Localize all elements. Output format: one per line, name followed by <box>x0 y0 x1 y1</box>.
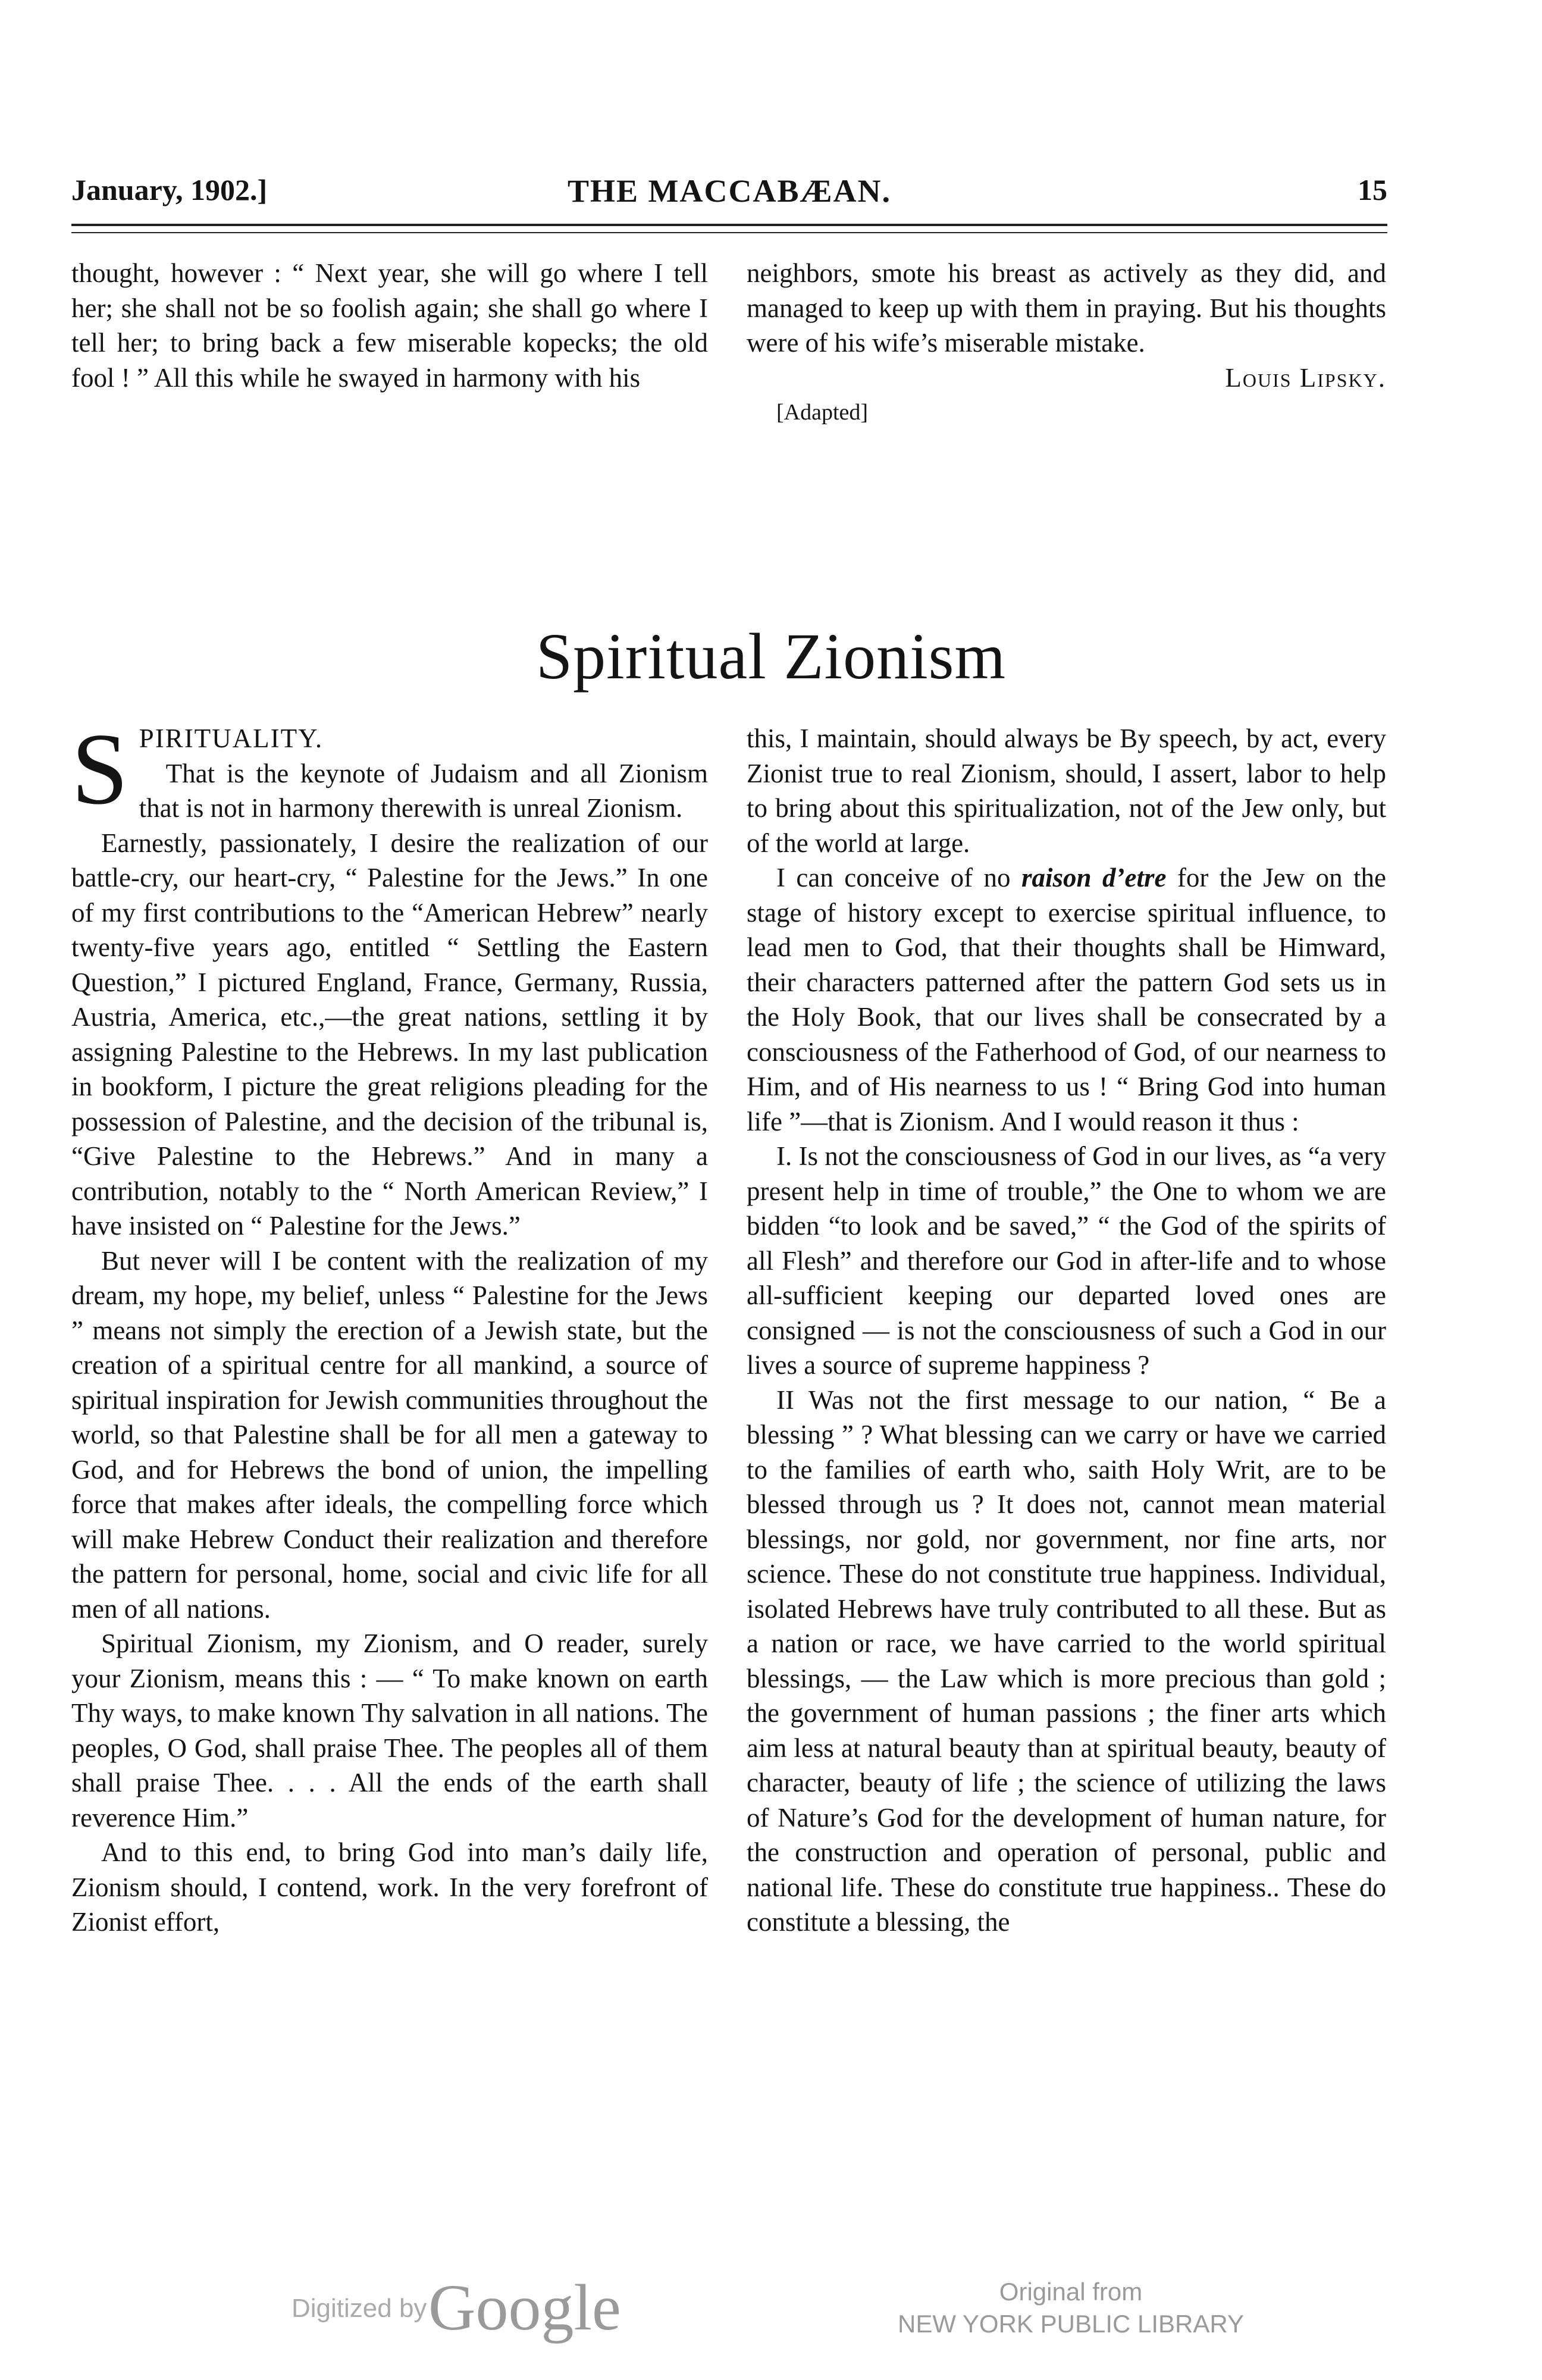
r2-text-end: for the Jew on the stage of history except to exercise spiritual influence, to lead men to God, that their thoughts shall be Himward, their characters patterned after the pattern God sets us in the Holy Book, that our lives shall be consecrated by a consciousness of the Fatherhood of God, of our nearness to Him, and of His nearness to us ! “ Bring God into human life ”—that is Zionism. And I would reason it thus : <box>747 863 1387 1136</box>
article-paragraph-r1: this, I maintain, should always be By speech, by act, every Zionist true to real Zionism, should, I assert, labor to help to bring about this spiritualization, not of the Jew only, but of the world at large. <box>747 724 1386 858</box>
header-rule-thick <box>71 224 1387 226</box>
article-paragraph-1 <box>71 713 708 826</box>
page-number: 15 <box>1358 173 1387 206</box>
adapted-note: [Adapted] <box>776 400 869 425</box>
google-logo: Google <box>428 2271 621 2344</box>
article-paragraph-r3: I. Is not the consciousness of God in our lives, as “a very present help in time of trouble,” the One to whom we are bidden “to look and be saved,” “ the God of the spirits of all Flesh” and therefore our God in after-life and to whose all-sufficient keeping our departed loved ones are consigned — is not the consciousness of such a God in our lives a source of supreme happiness ? <box>747 1141 1386 1380</box>
library-name: NEW YORK PUBLIC LIBRARY <box>898 2310 1244 2338</box>
digitized-by-label: Digitized by <box>292 2294 427 2323</box>
prev-article-text-left: thought, however : “ Next year, she will go where I tell her; she shall not be so foolish again; she shall go where I tell her; to bring back a few miserable kopecks; the old fool ! ” All this while he swayed in harmony with his <box>71 258 708 393</box>
digitization-footer <box>0 2258 1542 2353</box>
raison-detre-italic: raison d’etre <box>1021 863 1167 892</box>
article-paragraph-r4: II Was not the first message to our nation, “ Be a blessing ” ? What blessing can we carry or have we carried to the families of earth who, saith Holy Writ, are to be blessed through us ? It does not, cannot mean material blessings, nor gold, nor government, nor fine arts, nor science. These do not constitute true happiness. Individual, isolated Hebrews have truly contributed to all these. But as a nation or race, we have carried to the world spiritual blessings, — the Law which is more precious than gold ; the government of human passions ; the finer arts which aim less at natural beauty than at spiritual beauty, beauty of character, beauty of life ; the science of utilizing the laws of Nature’s God for the development of human nature, for the construction and operation of personal, public and national life. These do constitute true happiness.. These do constitute a blessing, the <box>747 1385 1386 1937</box>
header-rule-thin <box>71 232 1387 233</box>
article-paragraph-5: And to this end, to bring God into man’s daily life, Zionism should, I contend, work. In the very forefront of Zionist effort, <box>71 1837 708 1937</box>
article-title: Spiritual Zionism <box>535 620 1007 693</box>
prev-article-right-column <box>747 256 1386 430</box>
article-left-column <box>71 713 708 1940</box>
issue-date: January, 1902.] <box>71 173 268 206</box>
paragraph-1-rest: That is the keynote of Judaism and all Zionism that is not in harmony therewith is unreal Zionism. <box>139 758 708 823</box>
running-header <box>71 173 1387 220</box>
lead-word: PIRITUALITY. <box>139 724 324 753</box>
original-from-label: Original from <box>999 2278 1143 2306</box>
article-paragraph-4: Spiritual Zionism, my Zionism, and O reader, surely your Zionism, means this : — “ To make known on earth Thy ways, to make known Thy salvation in all nations. The peoples, O God, shall praise Thee. The peoples all of them shall praise Thee. . . . All the ends of the earth shall reverence Him.” <box>71 1629 708 1833</box>
article-paragraph-3: But never will I be content with the realization of my dream, my hope, my belief, unless “ Palestine for the Jews ” means not simply the erection of a Jewish state, but the creation of a spiritual centre for all mankind, a source of spiritual inspiration for Jewish communities throughout the world, so that Palestine shall be for all men a gateway to God, and for Hebrews the bond of union, the impelling force that makes after ideals, the compelling force which will make Hebrew Conduct their realization and therefore the pattern for personal, home, social and civic life for all men of all nations. <box>71 1245 708 1624</box>
r2-text-start: I can conceive of no <box>776 863 1021 892</box>
article-right-column <box>747 721 1386 1940</box>
prev-article-left-column <box>71 256 708 395</box>
article-paragraph-r2 <box>747 860 1386 1139</box>
prev-article-text-right: neighbors, smote his breast as actively as they did, and managed to keep up with them in praying. But his thoughts were of his wife’s miserable mistake. <box>747 258 1386 358</box>
journal-title: THE MACCABÆAN. <box>567 173 891 209</box>
author-signature: Louis Lipsky. <box>1225 362 1386 393</box>
original-source <box>833 2276 1309 2340</box>
article-paragraph-2: Earnestly, passionately, I desire the realization of our battle-cry, our heart-cry, “ Palestine for the Jews.” In one of my first contributions to the “American Hebrew” nearly twenty-five years ago, entitled “ Settling the Eastern Question,” I pictured England, France, Germany, Russia, Austria, America, etc.,—the great nations, settling it by assigning Palestine to the Hebrews. In my last publication in bookform, I picture the great religions pleading for the possession of Palestine, and the decision of the tribunal is, “Give Palestine to the Hebrews.” And in many a contribution, notably to the “ North American Review,” I have insisted on “ Palestine for the Jews.” <box>71 828 708 1241</box>
drop-cap: S <box>71 713 128 826</box>
